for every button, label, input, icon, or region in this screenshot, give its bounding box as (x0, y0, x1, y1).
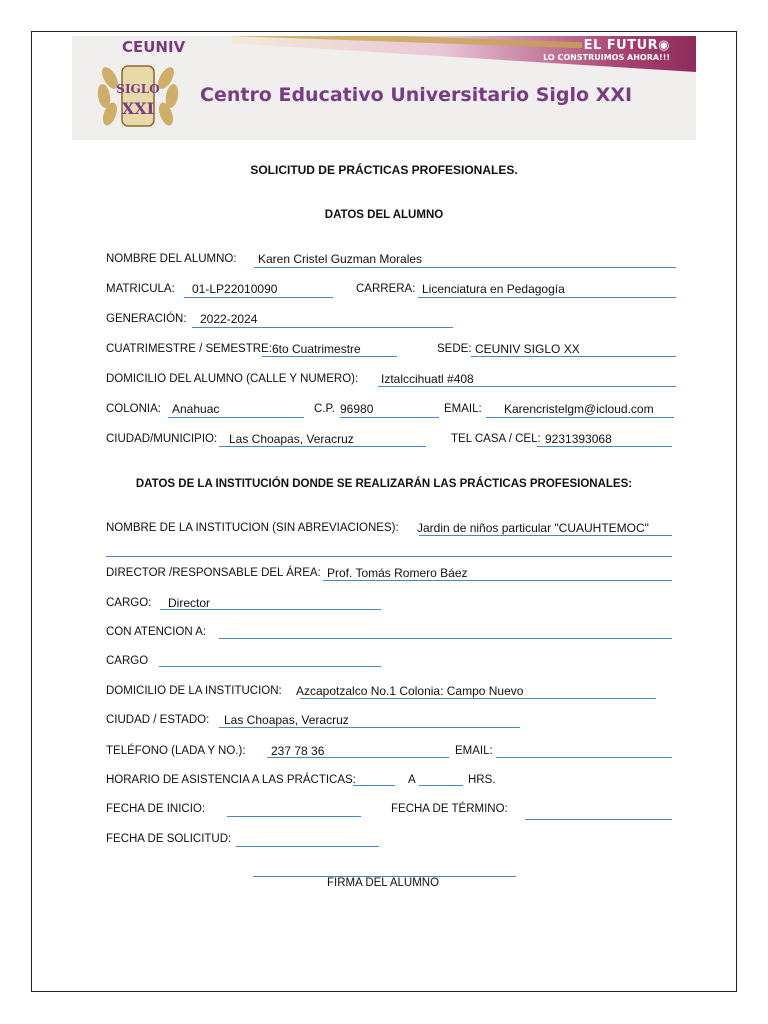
ciudad-alumno-label: CIUDAD/MUNICIPIO: (106, 433, 218, 445)
atencion-label: CON ATENCION A: (106, 626, 207, 638)
form-title: SOLICITUD DE PRÁCTICAS PROFESIONALES. (250, 163, 518, 177)
cp-label: C.P. (314, 403, 335, 415)
slogan-line2: LO CONSTRUIMOS AHORA!!! (543, 53, 670, 62)
student-name-label: NOMBRE DEL ALUMNO: (106, 253, 237, 265)
email-institucion-label: EMAIL: (455, 745, 493, 757)
sede-line (471, 356, 676, 357)
carrera-field[interactable]: Licenciatura en Pedagogía (422, 282, 565, 296)
student-section-title: DATOS DEL ALUMNO (324, 209, 444, 221)
cargo-field[interactable]: Director (168, 596, 211, 610)
director-field[interactable]: Prof. Tomás Romero Báez (327, 566, 468, 580)
cp-line (340, 417, 439, 418)
cuatrimestre-label: CUATRIMESTRE / SEMESTRE: (106, 343, 272, 355)
ciudad-institucion-line (219, 727, 520, 728)
fecha-solicitud-label: FECHA DE SOLICITUD: (106, 833, 232, 845)
globe-icon: ◉ (658, 38, 670, 53)
logo-text: CEUNIV (122, 38, 186, 56)
student-name-line (254, 267, 676, 268)
telefono-field[interactable]: 237 78 36 (271, 744, 325, 758)
email-institucion-line (496, 757, 672, 758)
logo-emblem-line1: SIGLO (116, 82, 160, 96)
institution-name-field[interactable]: Jardin de niños particular "CUAUHTEMOC" (417, 521, 649, 535)
fecha-termino-line[interactable] (525, 819, 672, 820)
horario-label: HORARIO DE ASISTENCIA A LAS PRÁCTICAS: (106, 774, 356, 786)
fecha-termino-label: FECHA DE TÉRMINO: (391, 803, 508, 815)
laurel-emblem-icon (88, 38, 188, 138)
director-line (323, 580, 672, 581)
cargo-label: CARGO: (106, 597, 152, 609)
ciudad-alumno-line (219, 446, 426, 447)
director-label: DIRECTOR /RESPONSABLE DEL ÁREA: (106, 567, 321, 579)
tel-alumno-field[interactable]: 9231393068 (545, 432, 612, 446)
generacion-field[interactable]: 2022-2024 (200, 312, 258, 326)
institution-name-line (419, 535, 672, 536)
domicilio-institucion-field[interactable]: Azcapotzalco No.1 Colonia: Campo Nuevo (296, 684, 524, 698)
logo-emblem-line2: XXI (121, 99, 155, 118)
slogan-line1: EL FUTUR (583, 38, 659, 53)
domicilio-alumno-line (378, 386, 676, 387)
telefono-line (267, 757, 449, 758)
institution-name: Centro Educativo Universitario Siglo XXI (200, 84, 633, 106)
telefono-label: TELÉFONO (LADA Y NO.): (106, 745, 246, 757)
carrera-label: CARRERA: (356, 283, 416, 295)
domicilio-institucion-label: DOMICILIO DE LA INSTITUCION: (106, 685, 282, 697)
generacion-line (192, 327, 453, 328)
matricula-label: MATRICULA: (106, 283, 175, 295)
sede-field[interactable]: CEUNIV SIGLO XX (475, 342, 580, 356)
email-alumno-field[interactable]: Karencristelgm@icloud.com (504, 402, 654, 416)
letterhead (72, 36, 696, 140)
cuatrimestre-line (262, 356, 397, 357)
firma-label: FIRMA DEL ALUMNO (327, 877, 440, 889)
ciudad-institucion-label: CIUDAD / ESTADO: (106, 714, 210, 726)
institution-name-label: NOMBRE DE LA INSTITUCION (SIN ABREVIACIONES): (106, 522, 399, 534)
ceuniv-logo (88, 38, 188, 138)
generacion-label: GENERACIÓN: (106, 313, 187, 325)
horario-hrs-label: HRS. (468, 774, 496, 786)
student-name-field[interactable]: Karen Cristel Guzman Morales (258, 252, 423, 266)
atencion-line (219, 638, 672, 639)
domicilio-alumno-label: DOMICILIO DEL ALUMNO (CALLE Y NUMERO): (106, 373, 359, 385)
institution-section-title: DATOS DE LA INSTITUCIÓN DONDE SE REALIZARÁN LAS PRÁCTICAS PROFESIONALES: (135, 478, 633, 490)
horario-a-label: A (408, 774, 416, 786)
horario-end-line[interactable] (419, 785, 463, 786)
colonia-field[interactable]: Anahuac (172, 402, 220, 416)
email-alumno-label: EMAIL: (444, 403, 482, 415)
ciudad-institucion-field[interactable]: Las Choapas, Veracruz (224, 713, 349, 727)
cargo2-line (159, 666, 381, 667)
ciudad-alumno-field[interactable]: Las Choapas, Veracruz (229, 432, 354, 446)
matricula-line (184, 297, 333, 298)
horario-start-line[interactable] (353, 785, 395, 786)
slogan (543, 38, 670, 62)
fecha-inicio-line[interactable] (227, 816, 361, 817)
domicilio-institucion-line (300, 698, 656, 699)
cuatrimestre-field[interactable]: 6to Cuatrimestre (272, 342, 361, 356)
colonia-label: COLONIA: (106, 403, 161, 415)
institution-name-line-2 (106, 556, 672, 557)
cargo-line (160, 609, 381, 610)
carrera-line (418, 297, 676, 298)
fecha-inicio-label: FECHA DE INICIO: (106, 803, 206, 815)
sede-label: SEDE: (437, 343, 472, 355)
matricula-field[interactable]: 01-LP22010090 (192, 282, 278, 296)
colonia-line (168, 417, 304, 418)
cargo2-label: CARGO (106, 655, 149, 667)
domicilio-alumno-field[interactable]: Iztalccihuatl #408 (381, 372, 474, 386)
tel-alumno-line (537, 446, 672, 447)
tel-alumno-label: TEL CASA / CEL: (451, 433, 541, 445)
email-alumno-line (486, 417, 674, 418)
fecha-solicitud-line[interactable] (236, 846, 379, 847)
cp-field[interactable]: 96980 (340, 402, 374, 416)
